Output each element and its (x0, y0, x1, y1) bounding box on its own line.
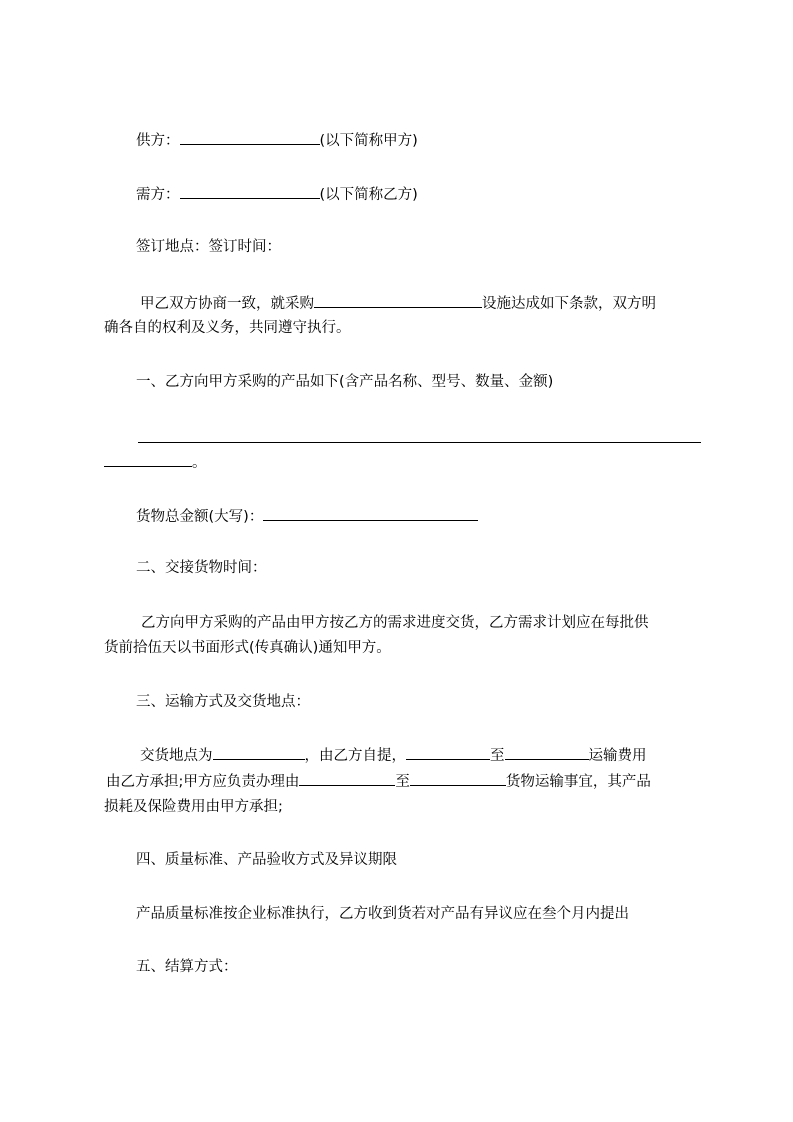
product-line-2 (104, 452, 207, 473)
section-2-line-1: 乙方向甲方采购的产品由甲方按乙方的需求进度交货，乙方需求计划应在每批供 (141, 615, 649, 631)
sign-place-time: 签订地点：签订时间： (136, 239, 281, 255)
supplier-line (136, 130, 418, 151)
transport-to-blank (410, 771, 506, 786)
section-5-heading: 五、结算方式： (136, 959, 238, 975)
section-3-line-3: 损耗及保险费用由甲方承担; (104, 799, 283, 815)
section-3-heading: 三、运输方式及交货地点： (136, 694, 310, 710)
s3-p6: 至 (395, 774, 410, 790)
product-blank-line-2 (104, 452, 192, 467)
intro-line-1 (140, 293, 656, 314)
section-4-text: 产品质量标准按企业标准执行，乙方收到货若对产品有异议应在叁个月内提出 (136, 906, 629, 922)
section-3-line-2 (106, 771, 651, 792)
s3-p1: 交货地点为 (140, 748, 213, 764)
total-amount-blank (263, 506, 478, 521)
product-blank-line-1 (138, 428, 701, 443)
section-3-line-1 (140, 745, 647, 766)
intro-part2: 设施达成如下条款，双方明 (482, 296, 656, 312)
buyer-note: (以下简称乙方) (319, 187, 418, 203)
section-4-heading: 四、质量标准、产品验收方式及异议期限 (136, 852, 397, 868)
intro-blank (314, 293, 482, 308)
intro-part1: 甲乙双方协商一致，就采购 (140, 296, 314, 312)
buyer-blank (180, 184, 320, 199)
s3-p5: 由乙方承担;甲方应负责办理由 (106, 774, 300, 790)
self-pickup-from-blank (406, 745, 490, 760)
buyer-label: 需方： (136, 187, 180, 203)
supplier-label: 供方： (136, 133, 180, 149)
s3-p7: 货物运输事宜，其产品 (505, 774, 651, 790)
supplier-note: (以下简称甲方) (319, 133, 418, 149)
transport-from-blank (299, 771, 395, 786)
delivery-place-blank (213, 745, 305, 760)
product-line-end: 。 (192, 455, 207, 471)
total-amount-label: 货物总金额(大写)： (136, 509, 264, 525)
s3-p4: 运输费用 (588, 748, 647, 764)
s3-p3: 至 (490, 748, 505, 764)
total-amount-line (136, 506, 478, 527)
section-1-heading: 一、乙方向甲方采购的产品如下(含产品名称、型号、数量、金额) (136, 374, 554, 390)
self-pickup-to-blank (505, 745, 589, 760)
s3-p2: ，由乙方自提， (304, 748, 406, 764)
section-2-heading: 二、交接货物时间： (136, 560, 267, 576)
intro-line-2: 确各自的权利及义务，共同遵守执行。 (104, 320, 351, 336)
buyer-line (136, 184, 418, 205)
section-2-line-2: 货前拾伍天以书面形式(传真确认)通知甲方。 (104, 640, 391, 656)
supplier-blank (180, 130, 320, 145)
